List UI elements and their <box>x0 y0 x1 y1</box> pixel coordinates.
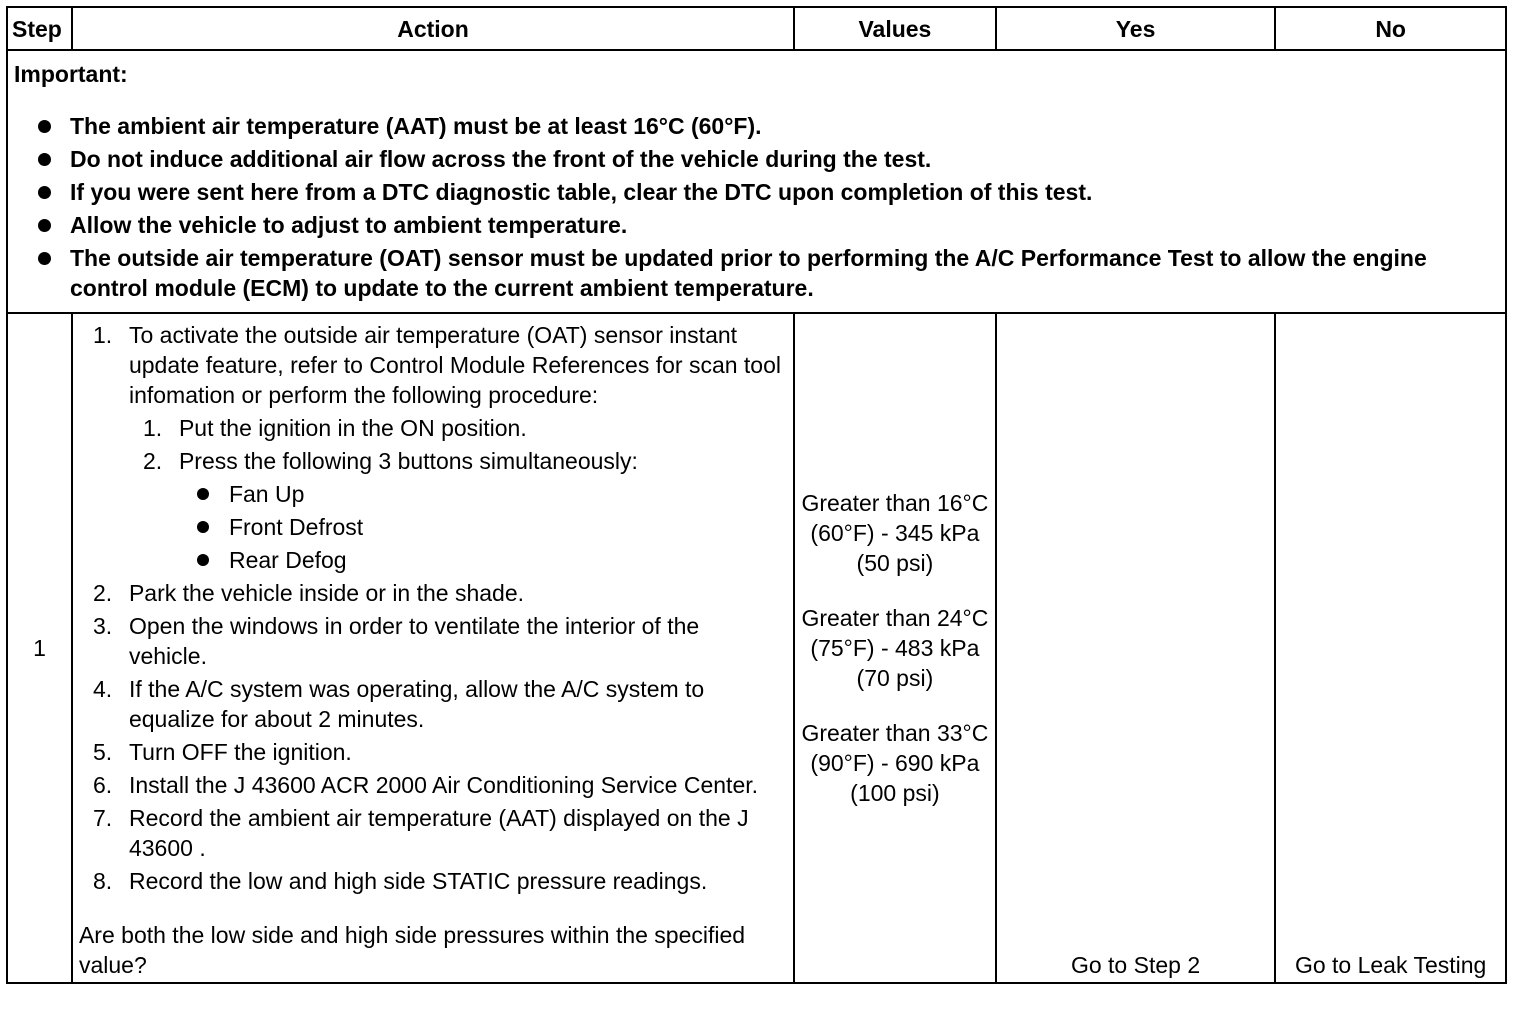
bullet-icon <box>38 186 51 199</box>
sub-action-list <box>129 413 783 575</box>
important-item: If you were sent here from a DTC diagnostic table, clear the DTC upon completion of this test. <box>14 177 1499 207</box>
header-values: Values <box>794 7 996 50</box>
button-list <box>179 479 783 575</box>
bullet-icon <box>38 120 51 133</box>
important-list <box>14 111 1499 303</box>
important-cell <box>7 50 1506 313</box>
sub-action-item: 2. Press the following 3 buttons simultaneously: Fan Up Front Defrost Rear Defog <box>129 446 783 575</box>
value-spec: Greater than 24°C (75°F) - 483 kPa (70 psi) <box>801 605 989 691</box>
bullet-icon <box>38 153 51 166</box>
header-yes: Yes <box>996 7 1276 50</box>
values-cell <box>794 313 996 983</box>
header-step: Step <box>7 7 72 50</box>
bullet-icon <box>38 219 51 232</box>
action-item: 2. Park the vehicle inside or in the shade. <box>92 580 525 606</box>
header-row <box>7 7 1506 50</box>
sub-action-item: 1. Put the ignition in the ON position. <box>142 415 527 441</box>
important-item: Do not induce additional air flow across the front of the vehicle during the test. <box>14 144 1499 174</box>
step-number: 1 <box>7 313 72 983</box>
diagnostic-table <box>6 6 1507 984</box>
button-item: Rear Defog <box>179 545 783 575</box>
action-item: 4. If the A/C system was operating, allow the A/C system to equalize for about 2 minutes. <box>92 676 705 732</box>
yes-cell: Go to Step 2 <box>996 313 1276 983</box>
step-row <box>7 313 1506 983</box>
value-spec: Greater than 16°C (60°F) - 345 kPa (50 psi) <box>801 490 989 576</box>
button-item: Front Defrost <box>179 512 783 542</box>
header-no: No <box>1275 7 1506 50</box>
no-cell: Go to Leak Testing <box>1275 313 1506 983</box>
important-item: The outside air temperature (OAT) sensor must be updated prior to performing the A/C Performance Test to allow the engine control module (ECM) to update to the current ambient temperature. <box>14 243 1499 303</box>
action-item: 5. Turn OFF the ignition. <box>92 739 352 765</box>
step-question: Are both the low side and high side pressures within the specified value? <box>78 922 746 978</box>
action-item: 6. Install the J 43600 ACR 2000 Air Conditioning Service Center. <box>92 772 759 798</box>
action-list <box>79 320 783 896</box>
bullet-icon <box>38 252 51 265</box>
bullet-icon <box>197 554 209 566</box>
important-title: Important: <box>14 61 128 87</box>
bullet-icon <box>197 488 209 500</box>
action-item: 3. Open the windows in order to ventilate the interior of the vehicle. <box>92 613 700 669</box>
action-cell <box>72 313 794 983</box>
header-action: Action <box>72 7 794 50</box>
important-item: The ambient air temperature (AAT) must be at least 16°C (60°F). <box>14 111 1499 141</box>
action-item: 7. Record the ambient air temperature (AAT) displayed on the J 43600 . <box>92 805 749 861</box>
bullet-icon <box>197 521 209 533</box>
action-item: 1. To activate the outside air temperature (OAT) sensor instant update feature, refer to Control Module References for scan tool infomation or perform the following procedure: 1. Put the ignition in the ON position. 2. Press the following 3 buttons simultaneously: Fan Up Front Defrost Rear Defog <box>79 320 783 575</box>
action-item: 8. Record the low and high side STATIC pressure readings. <box>92 868 708 894</box>
value-spec: Greater than 33°C (90°F) - 690 kPa (100 psi) <box>801 720 989 806</box>
important-row <box>7 50 1506 313</box>
important-item: Allow the vehicle to adjust to ambient temperature. <box>14 210 1499 240</box>
button-item: Fan Up <box>179 479 783 509</box>
